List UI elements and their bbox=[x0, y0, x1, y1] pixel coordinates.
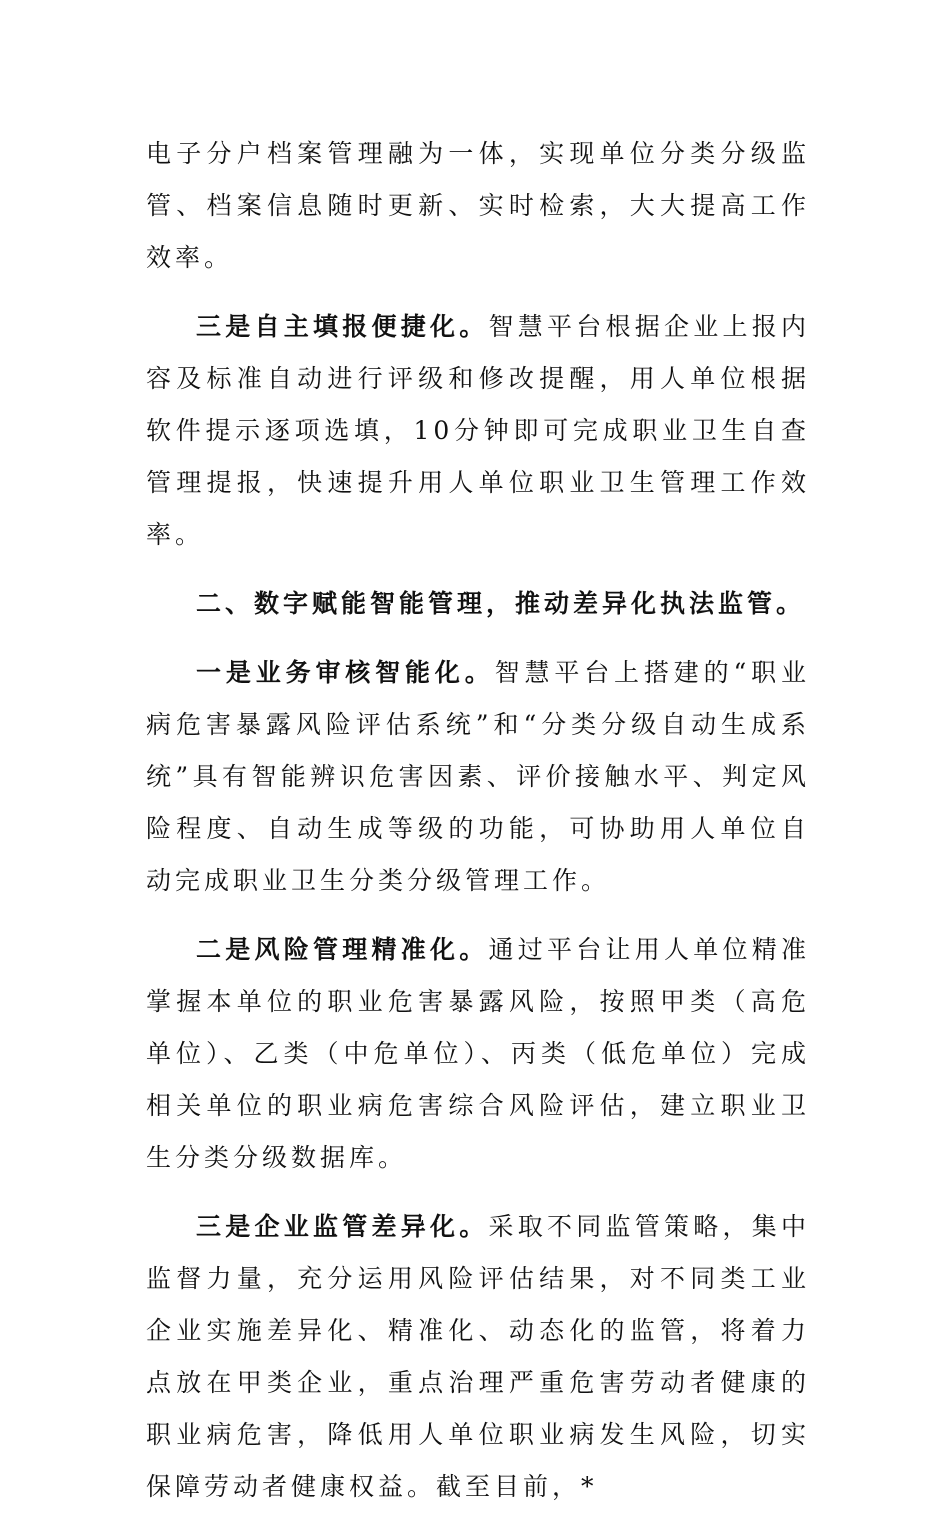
paragraph-self-reporting bbox=[146, 301, 810, 561]
paragraph-text: 智慧平台上搭建的“职业病危害暴露风险评估系统”和“分类分级自动生成系统”具有智能辨识危害因素、评价接触水平、判定风险程度、自动生成等级的功能，可协助用人单位自动完成职业卫生分类分级管理工作。 bbox=[146, 658, 810, 895]
paragraph-enterprise-supervision bbox=[146, 1201, 810, 1513]
paragraph-lead: 一是业务审核智能化。 bbox=[196, 658, 495, 687]
paragraph-lead: 三是企业监管差异化。 bbox=[196, 1212, 489, 1241]
paragraph-lead: 三是自主填报便捷化。 bbox=[196, 312, 489, 341]
paragraph-archive-management bbox=[146, 128, 810, 284]
paragraph-business-review bbox=[146, 647, 810, 907]
document-body bbox=[146, 128, 810, 1530]
paragraph-text: 采取不同监管策略，集中监督力量，充分运用风险评估结果，对不同类工业企业实施差异化、精准化、动态化的监管，将着力点放在甲类企业，重点治理严重危害劳动者健康的职业病危害，降低用人单位职业病发生风险，切实保障劳动者健康权益。截至目前，* bbox=[146, 1212, 810, 1501]
paragraph-text: 通过平台让用人单位精准掌握本单位的职业危害暴露风险，按照甲类（高危单位）、乙类（中危单位）、丙类（低危单位）完成相关单位的职业病危害综合风险评估，建立职业卫生分类分级数据库。 bbox=[146, 935, 810, 1172]
section-heading-text: 二、数字赋能智能管理，推动差异化执法监管。 bbox=[196, 589, 806, 618]
paragraph-risk-management bbox=[146, 924, 810, 1184]
section-heading bbox=[146, 578, 810, 630]
paragraph-text: 电子分户档案管理融为一体，实现单位分类分级监管、档案信息随时更新、实时检索，大大提高工作效率。 bbox=[146, 139, 810, 272]
paragraph-lead: 二是风险管理精准化。 bbox=[196, 935, 489, 964]
paragraph-text: 智慧平台根据企业上报内容及标准自动进行评级和修改提醒，用人单位根据软件提示逐项选填，10分钟即可完成职业卫生自查管理提报，快速提升用人单位职业卫生管理工作效率。 bbox=[146, 312, 810, 549]
